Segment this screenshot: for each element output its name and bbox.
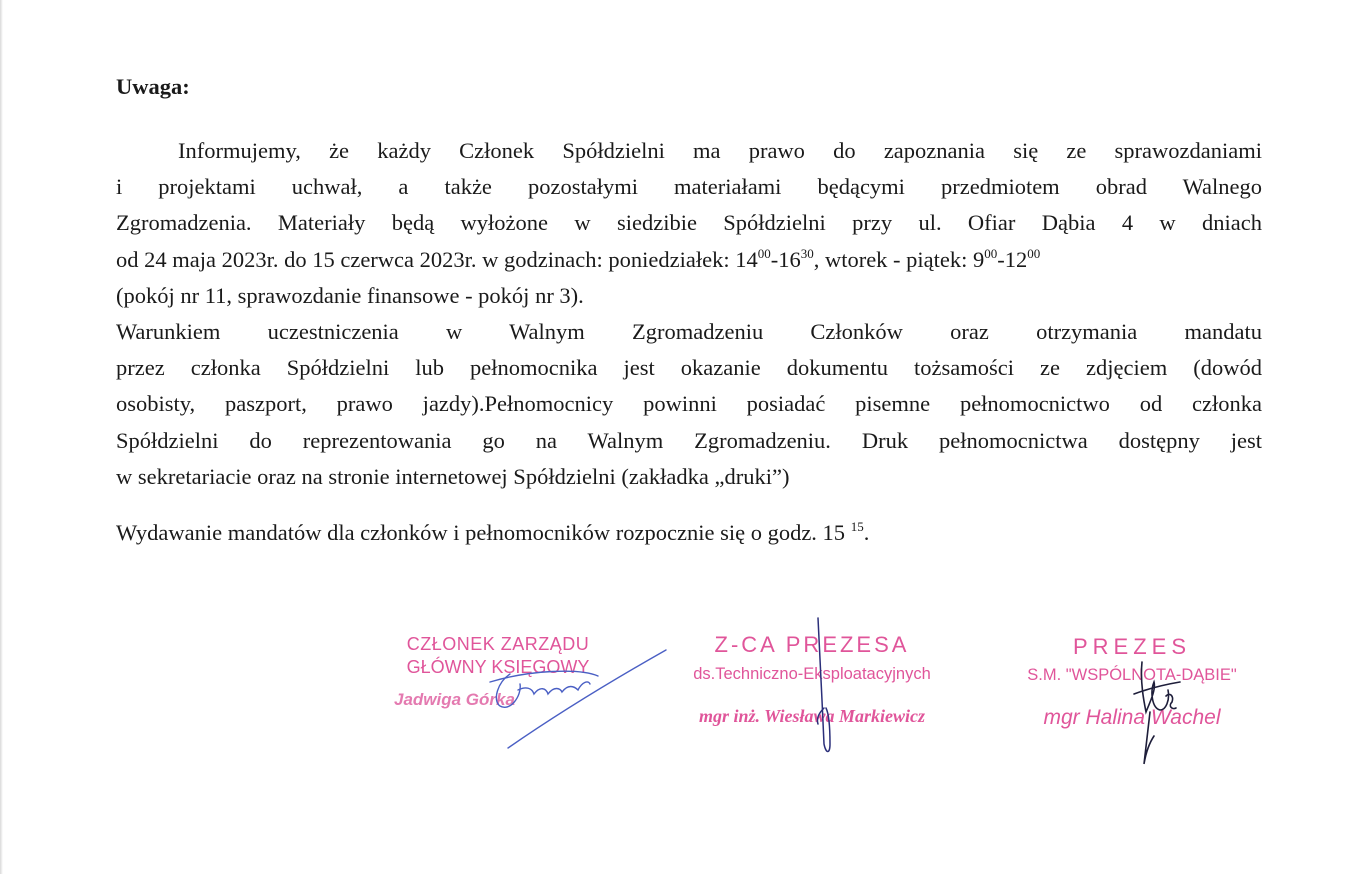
stamp3-title: PREZES <box>1072 634 1192 659</box>
paragraph1-line2: i projektami uchwał, a także pozostałymi materiałami będącymi przedmiotem obrad Walnego <box>116 174 1262 200</box>
mandate-notice: Wydawanie mandatów dla członków i pełnomocników rozpocznie się o godz. 15 $^{15}$. <box>116 519 870 545</box>
notice-heading: Uwaga: <box>116 74 190 99</box>
paragraph1-hours-line: od 24 maja 2023r. do 15 czerwca 2023r. w godzinach: poniedziałek: $14^{00}-16^{30}$, wtorek - piątek: $9^{00}-12^{00}$ <box>116 245 1041 272</box>
paragraph2-line2: przez członka Spółdzielni lub pełnomocnika jest okazanie dokumentu tożsamości ze zdjęciem (dowód <box>116 355 1262 381</box>
mandate-time-minutes: 15 <box>850 519 864 534</box>
paragraph2-line5: w sekretariacie oraz na stronie internetowej Spółdzielni (zakładka „druki”) <box>116 463 790 489</box>
stamp-vice-president <box>652 630 972 727</box>
stamp2-subtitle: ds.Techniczno-Eksploatacyjnych <box>693 665 931 683</box>
paragraph1-line1: Informujemy, że każdy Członek Spółdzielni ma prawo do zapoznania się ze sprawozdaniami <box>178 138 1262 163</box>
stamp3-name: mgr Halina Wachel <box>1043 706 1221 729</box>
stamp1-title: CZŁONEK ZARZĄDU <box>406 634 590 654</box>
stamp-board-member <box>386 632 610 710</box>
stamp2-title: Z-CA PREZESA <box>714 632 910 657</box>
paragraph2-line4: Spółdzielni do reprezentowania go na Walnym Zgromadzeniu. Druk pełnomocnictwa dostępny jest <box>116 427 1262 453</box>
stamp-president <box>996 632 1268 730</box>
scan-edge <box>0 0 3 874</box>
monday-end-minutes: 30 <box>800 245 814 261</box>
weekday-start-minutes: 00 <box>984 245 998 261</box>
stamp2-name: mgr inż. Wiesława Markiewicz <box>698 706 926 726</box>
paragraph1-line5: (pokój nr 11, sprawozdanie finansowe - pokój nr 3). <box>116 282 584 308</box>
stamp3-subtitle: S.M. "WSPÓLNOTA-DĄBIE" <box>1027 666 1237 684</box>
paragraph1-line3: Zgromadzenia. Materiały będą wyłożone w siedzibie Spółdzielni przy ul. Ofiar Dąbia 4 w dniach <box>116 210 1262 236</box>
stamp1-subtitle: GŁÓWNY KSIĘGOWY <box>406 657 590 677</box>
paragraph2-line3: osobisty, paszport, prawo jazdy).Pełnomocnicy powinni posiadać pisemne pełnomocnictwo od członka <box>116 391 1262 417</box>
weekday-end-minutes: 00 <box>1027 245 1041 261</box>
paragraph2-line1: Warunkiem uczestniczenia w Walnym Zgromadzeniu Członków oraz otrzymania mandatu <box>116 319 1262 345</box>
stamp1-name: Jadwiga Górka <box>394 690 515 709</box>
notice-body <box>116 133 1262 495</box>
monday-start-minutes: 00 <box>757 245 771 261</box>
